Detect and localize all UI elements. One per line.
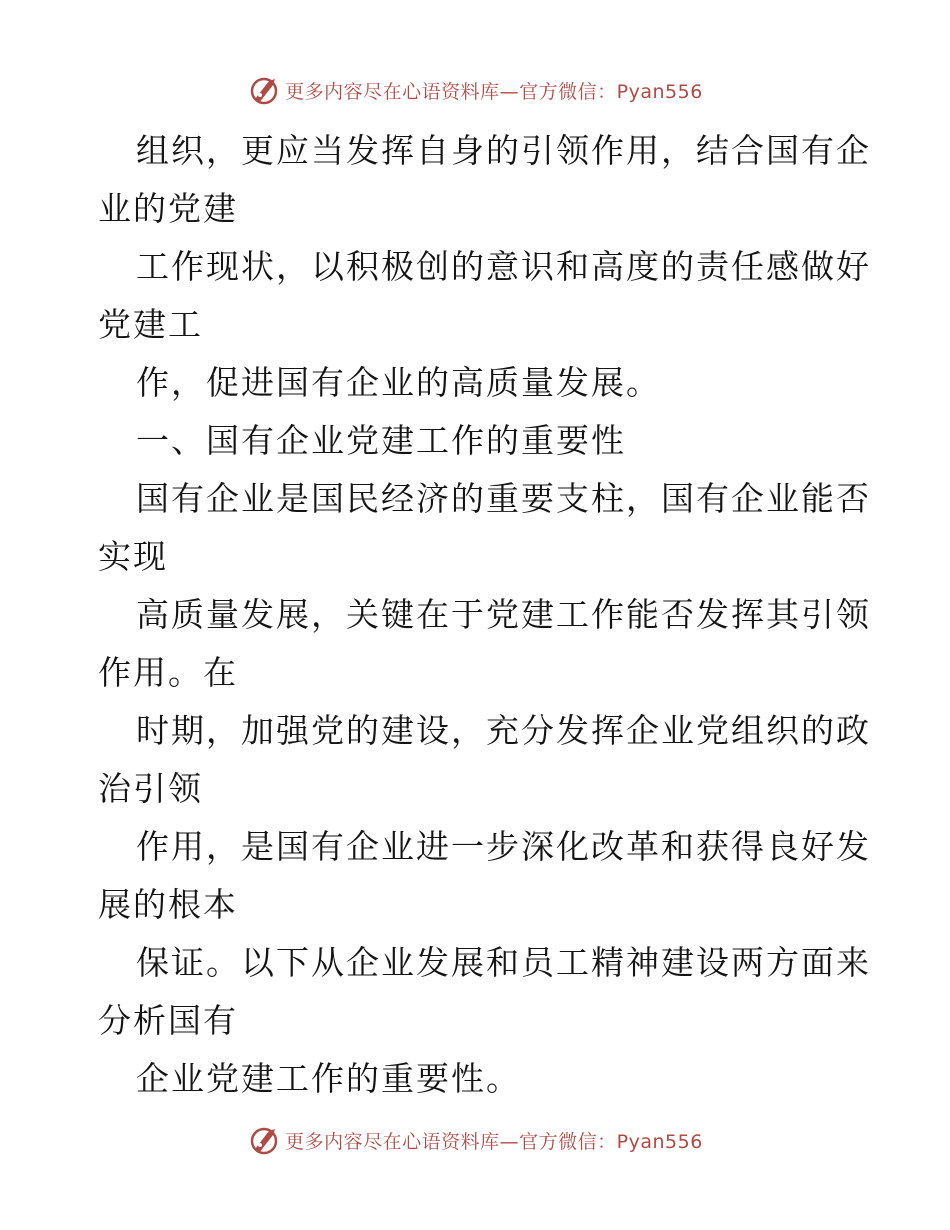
text-line: 业的党建 bbox=[98, 189, 238, 228]
text-line: 治引领 bbox=[98, 769, 203, 808]
section-heading: 一、国有企业党建工作的重要性 bbox=[136, 421, 626, 460]
body-text bbox=[98, 122, 871, 1108]
text-line: 作，促进国有企业的高质量发展。 bbox=[136, 363, 661, 402]
pen-logo-icon bbox=[247, 73, 281, 107]
text-line: 保证。以下从企业发展和员工精神建设两方面来 bbox=[136, 943, 871, 982]
footer-banner[interactable] bbox=[0, 1120, 950, 1160]
text-line: 工作现状，以积极创的意识和高度的责任感做好 bbox=[136, 247, 871, 286]
text-line: 实现 bbox=[98, 537, 168, 576]
text-line: 高质量发展，关键在于党建工作能否发挥其引领 bbox=[136, 595, 871, 634]
pen-logo-icon bbox=[247, 1123, 281, 1157]
text-line: 时期，加强党的建设，充分发挥企业党组织的政 bbox=[136, 711, 871, 750]
text-line: 企业党建工作的重要性。 bbox=[136, 1059, 521, 1098]
text-line: 作用，是国有企业进一步深化改革和获得良好发 bbox=[136, 827, 871, 866]
text-line: 分析国有 bbox=[98, 1001, 238, 1040]
header-banner-text: 更多内容尽在心语资料库—官方微信：Pyan556 bbox=[285, 80, 703, 103]
footer-banner-text: 更多内容尽在心语资料库—官方微信：Pyan556 bbox=[285, 1130, 703, 1153]
text-line: 作用。在 bbox=[98, 653, 238, 692]
text-line: 国有企业是国民经济的重要支柱，国有企业能否 bbox=[136, 479, 871, 518]
text-line: 组织，更应当发挥自身的引领作用，结合国有企 bbox=[136, 131, 871, 170]
text-line: 展的根本 bbox=[98, 885, 238, 924]
text-line: 党建工 bbox=[98, 305, 203, 344]
header-banner[interactable] bbox=[0, 70, 950, 110]
